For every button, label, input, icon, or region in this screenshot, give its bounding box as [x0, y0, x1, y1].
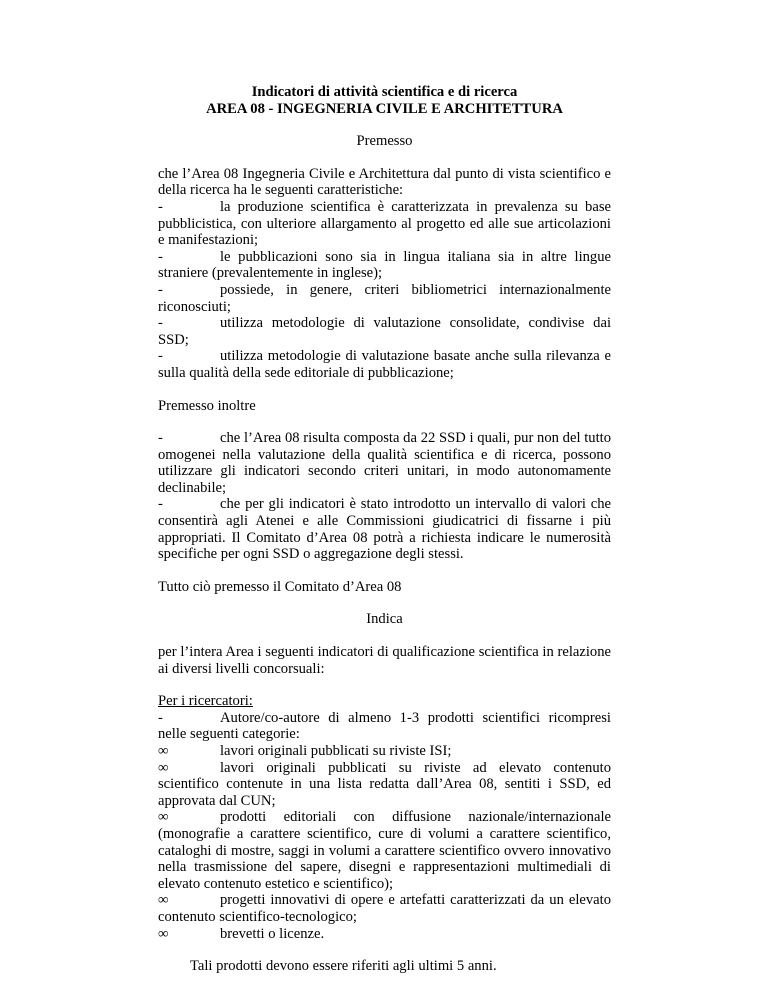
list-item [158, 743, 611, 760]
infinity-marker: ∞ [158, 892, 169, 909]
dash-marker: - [158, 496, 163, 513]
infinity-marker: ∞ [158, 743, 169, 759]
list-item-text: la produzione scientifica è caratterizzata in prevalenza su base pubblicistica, con ulteriore allargamento al progetto ed alle sue articolazioni e manifestazioni; [158, 198, 611, 249]
closing-paragraph: Tali prodotti devono essere riferiti agli ultimi 5 anni. [190, 958, 497, 975]
dash-marker: - [158, 281, 163, 298]
list-item [158, 496, 611, 562]
list-item [158, 315, 611, 348]
dash-marker: - [158, 348, 163, 365]
characteristics-list [158, 199, 611, 382]
infinity-marker: ∞ [158, 925, 169, 942]
list-item-text: che l’Area 08 risulta composta da 22 SSD i quali, pur non del tutto omogenei nella valutazione della qualità scientifica e di ricerca, possono utilizzare gli indicatori secondo criteri unitari, in modo autonomamente declinabile; [158, 430, 611, 496]
list-item [158, 809, 611, 892]
document-title-line1: Indicatori di attività scientifica e di ricerca [251, 84, 518, 100]
list-item-text: possiede, in genere, criteri bibliometrici internazionalmente riconosciuti; [158, 281, 611, 315]
intro-paragraph: che l’Area 08 Ingegneria Civile e Architettura dal punto di vista scientifico e della ricerca ha le seguenti caratteristiche: [158, 165, 611, 199]
list-item [158, 926, 611, 943]
infinity-marker: ∞ [158, 759, 169, 776]
list-item [158, 348, 611, 381]
list-item [158, 282, 611, 315]
ricercatori-heading: Per i ricercatori: [158, 693, 253, 710]
ricercatori-categories-list [158, 743, 611, 942]
document-title-line2: AREA 08 - INGEGNERIA CIVILE E ARCHITETTURA [206, 100, 563, 117]
list-item [158, 430, 611, 496]
premesso-inoltre-heading: Premesso inoltre [158, 397, 256, 414]
list-item-text: Autore/co-autore di almeno 1-3 prodotti scientifici ricompresi nelle seguenti categorie: [158, 709, 611, 743]
list-item-text: progetti innovativi di opere e artefatti caratterizzati da un elevato contenuto scientifico-tecnologico; [158, 892, 611, 925]
list-item-text: utilizza metodologie di valutazione basate anche sulla rilevanza e sulla qualità della sede editoriale di pubblicazione; [158, 348, 611, 381]
ricercatori-main-item [158, 710, 611, 743]
list-item [158, 249, 611, 282]
list-item-text: brevetti o licenze. [220, 925, 325, 942]
list-item-text: lavori originali pubblicati su riviste ad elevato contenuto scientifico contenute in una lista redatta dall’Area 08, sentiti i SSD, ed approvata dal CUN; [158, 759, 611, 809]
list-item [158, 892, 611, 925]
indica-paragraph: per l’intera Area i seguenti indicatori di qualificazione scientifica in relazione ai diversi livelli concorsuali: [158, 644, 611, 677]
dash-marker: - [158, 315, 163, 332]
dash-marker: - [158, 248, 163, 265]
dash-marker: - [158, 430, 163, 447]
list-item [158, 760, 611, 810]
dash-marker: - [158, 709, 163, 726]
document-page [158, 84, 611, 975]
dash-marker: - [158, 198, 163, 215]
list-item-text: lavori originali pubblicati su riviste ISI; [220, 743, 452, 759]
list-item-text: che per gli indicatori è stato introdotto un intervallo di valori che consentirà agli Atenei e alle Commissioni giudicatrici di fissarne i più appropriati. Il Comitato d’Area 08 potrà a richiesta indicare le numerosità specifiche per ogni SSD o aggregazione degli stessi. [158, 496, 611, 563]
infinity-marker: ∞ [158, 809, 169, 826]
premesso-heading: Premesso [356, 133, 413, 150]
premesso-inoltre-list [158, 430, 611, 563]
indica-heading: Indica [366, 611, 403, 628]
list-item [158, 199, 611, 249]
list-item-text: utilizza metodologie di valutazione consolidate, condivise dai SSD; [158, 315, 611, 348]
tutto-cio-paragraph: Tutto ciò premesso il Comitato d’Area 08 [158, 578, 402, 595]
list-item-text: prodotti editoriali con diffusione nazionale/internazionale (monografie a carattere scientifico, cure di volumi a carattere scientifico, cataloghi di mostre, saggi in volumi a carattere scientifico ovvero innovativo nella trasmissione del sapere, disegni e rappresentazioni multimediali di elevato contenuto estetico e scientifico); [158, 809, 611, 892]
list-item-text: le pubblicazioni sono sia in lingua italiana sia in altre lingue straniere (prevalentemente in inglese); [158, 248, 611, 282]
